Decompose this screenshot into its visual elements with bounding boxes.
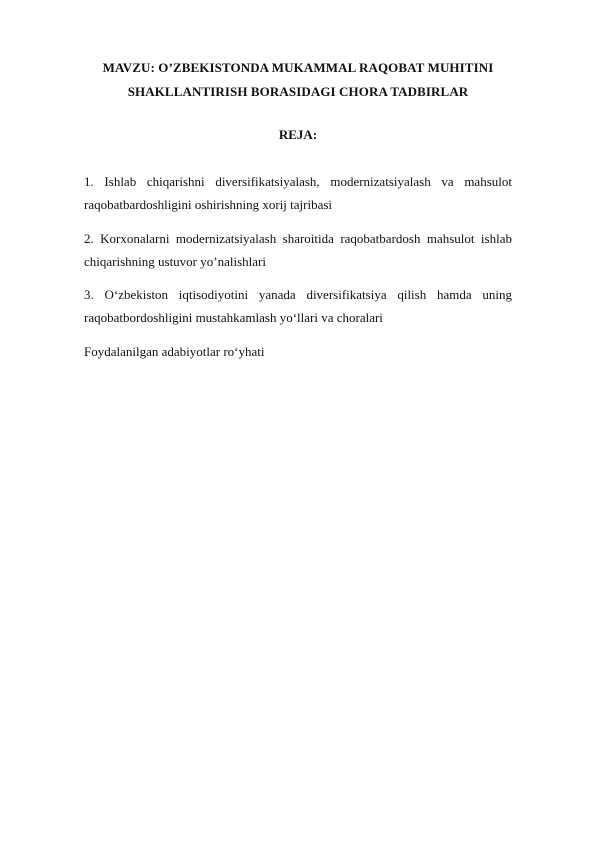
document-title-line-1: MAVZU: O’ZBEKISTONDA MUKAMMAL RAQOBAT MUHITINI — [102, 60, 494, 75]
plan-item-line: raqobatbordoshligini mustahkamlash yo‘llari va choralari — [84, 310, 383, 325]
plan-item-line: 2. Korxonalarni modernizatsiyalash sharoitida raqobatbardosh mahsulot ishlab — [84, 231, 512, 246]
references-item — [84, 340, 512, 363]
document-title-line-2: SHAKLLANTIRISH BORASIDAGI CHORA TADBIRLAR — [127, 84, 469, 99]
plan-item-line: chiqarishning ustuvor yo’nalishlari — [84, 254, 266, 269]
plan-item-line: 1. Ishlab chiqarishni diversifikatsiyalash, modernizatsiyalash va mahsulot — [84, 174, 512, 189]
plan-item-line: raqobatbardoshligini oshirishning xorij tajribasi — [84, 197, 333, 212]
plan-item — [84, 227, 512, 273]
plan-heading: REJA: — [278, 127, 318, 142]
plan-item-line: 3. O‘zbekiston iqtisodiyotini yanada diversifikatsiya qilish hamda uning — [84, 287, 512, 302]
plan-item — [84, 283, 512, 329]
references-label: Foydalanilgan adabiyotlar ro‘yhati — [84, 344, 265, 359]
plan-item — [84, 170, 512, 216]
